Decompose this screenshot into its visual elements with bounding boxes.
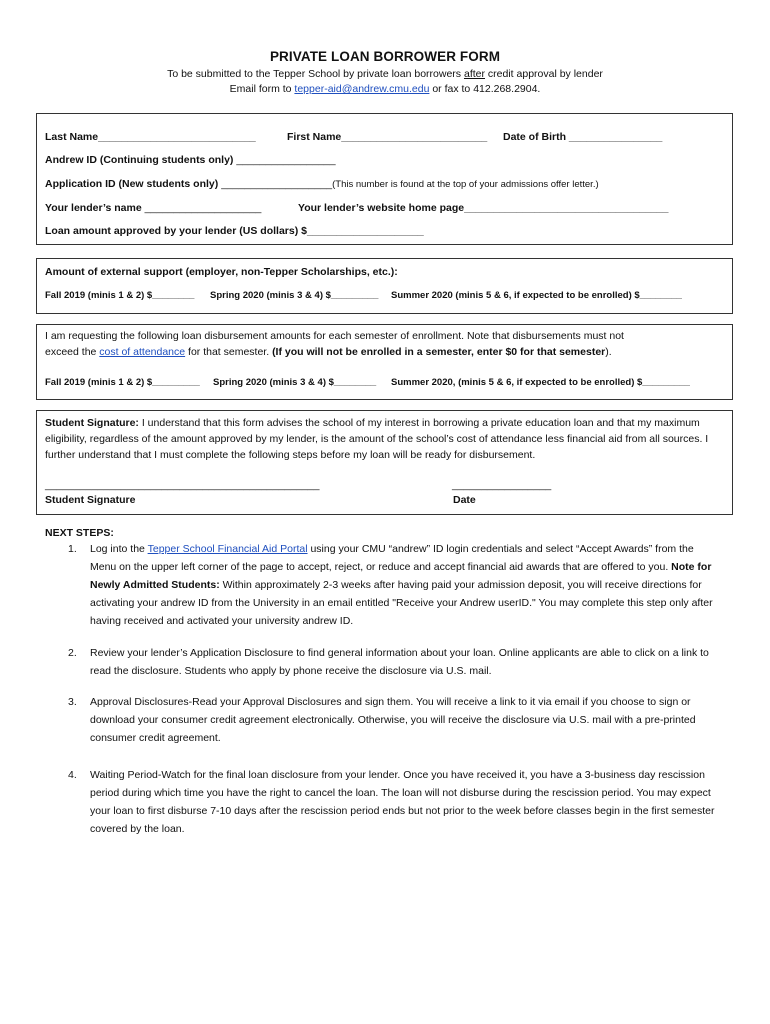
step-text: Approval Disclosures-Read your Approval Disclosures and sign them. You will receive a link to it via email if you choose to sign or download your consumer credit agreement electronically. Otherwise, you will receive the disclosure via U.S. mail with a pre-printed consumer credit agreement. bbox=[90, 696, 696, 744]
email-link[interactable]: tepper-aid@andrew.cmu.edu bbox=[294, 83, 430, 95]
next-steps-title: NEXT STEPS: bbox=[45, 527, 114, 539]
date-line[interactable]: _________________ bbox=[452, 479, 552, 491]
cost-of-attendance-link[interactable]: cost of attendance bbox=[99, 346, 186, 358]
disbursement-spring-field[interactable]: Spring 2020 (minis 3 & 4) $________ bbox=[213, 377, 377, 388]
step-text: Review your lender’s Application Disclosure to find general information about your loan. Online applicants are able to click on a link to read the disclosure. Students who apply by phone receive the disclosure via U.S. mail. bbox=[90, 647, 709, 677]
application-id-field[interactable]: ___________________ bbox=[221, 178, 333, 190]
application-id-row bbox=[45, 178, 599, 190]
external-support-heading: Amount of external support (employer, non-Tepper Scholarships, etc.): bbox=[45, 266, 398, 278]
date-caption: Date bbox=[453, 494, 476, 506]
lender-name-label: Your lender’s name bbox=[45, 202, 142, 214]
step-number: 3. bbox=[68, 696, 77, 708]
lender-website-field[interactable]: Your lender’s website home page___________________________________ bbox=[298, 202, 669, 214]
andrew-id-field[interactable]: _________________ bbox=[236, 154, 336, 166]
support-fall-field[interactable]: Fall 2019 (minis 1 & 2) $________ bbox=[45, 290, 195, 301]
signature-caption: Student Signature bbox=[45, 494, 136, 506]
signature-statement: Student Signature: I understand that this form advises the school of my interest in borrowing a private education loan and that my maximum eligibility, regardless of the amount approved by my lender, is the amount of the school’s cost of attendance less financial aid from all sources. I further understand that I must complete the following steps before my loan will be ready for disbursement. bbox=[45, 417, 709, 461]
step-text: Waiting Period-Watch for the final loan disclosure from your lender. Once you have received it, you have a 3-business day rescission period during which time you have the right to cancel the loan. The loan will not disburse during the rescission period. You may expect your loan to first disburse 7-10 days after the rescission period ends but not prior to the week before classes begin in the first semester covered by the loan. bbox=[90, 769, 715, 835]
step-number: 1. bbox=[68, 543, 77, 555]
form-title: PRIVATE LOAN BORROWER FORM bbox=[269, 49, 501, 64]
form-subtitle: To be submitted to the Tepper School by private loan borrowers after credit approval by lender bbox=[167, 68, 603, 80]
disbursement-text-line1: I am requesting the following loan disbursement amounts for each semester of enrollment. Note that disbursements must not bbox=[45, 330, 624, 342]
date-of-birth-field[interactable]: Date of Birth ________________ bbox=[503, 131, 663, 143]
lender-name-row bbox=[45, 202, 261, 214]
signature-line[interactable]: _______________________________________________ bbox=[45, 479, 320, 491]
application-id-label: Application ID (New students only) bbox=[45, 178, 219, 190]
disbursement-summer-field[interactable]: Summer 2020, (minis 5 & 6, if expected to be enrolled) $_________ bbox=[391, 377, 690, 388]
loan-amount-field[interactable]: Loan amount approved by your lender (US dollars) $____________________ bbox=[45, 225, 424, 237]
financial-aid-portal-link[interactable]: Tepper School Financial Aid Portal bbox=[147, 543, 308, 555]
step-number: 4. bbox=[68, 769, 77, 781]
last-name-field[interactable]: Last Name___________________________ bbox=[45, 131, 256, 143]
first-name-field[interactable]: First Name_________________________ bbox=[287, 131, 488, 143]
step-text: Log into the Tepper School Financial Aid Portal using your CMU “andrew” ID login credentials and select “Accept Awards” from the Menu on the upper left corner of the page to accept, reject, or reduce and accept financial aid awards that are offered to you. Note for Newly Admitted Students: Within approximately 2-3 weeks after having paid your admission deposit, you will receive directions for activating your andrew ID from the University in an email entitled "Receive your Andrew userID." You may complete this step only after having received and activated your university andrew ID. bbox=[90, 543, 713, 627]
disbursement-text-line2: exceed the cost of attendance for that semester. (If you will not be enrolled in a semester, enter $0 for that semester). bbox=[45, 346, 612, 358]
step-number: 2. bbox=[68, 647, 77, 659]
disbursement-fall-field[interactable]: Fall 2019 (minis 1 & 2) $_________ bbox=[45, 377, 200, 388]
andrew-id-label: Andrew ID (Continuing students only) bbox=[45, 154, 234, 166]
application-id-note: (This number is found at the top of your admissions offer letter.) bbox=[332, 179, 599, 190]
support-spring-field[interactable]: Spring 2020 (minis 3 & 4) $_________ bbox=[210, 290, 379, 301]
andrew-id-row bbox=[45, 154, 336, 166]
form-submit-instructions: Email form to tepper-aid@andrew.cmu.edu or fax to 412.268.2904. bbox=[229, 83, 541, 95]
support-summer-field[interactable]: Summer 2020 (minis 5 & 6, if expected to be enrolled) $________ bbox=[391, 290, 682, 301]
lender-name-field[interactable]: ____________________ bbox=[144, 202, 262, 214]
